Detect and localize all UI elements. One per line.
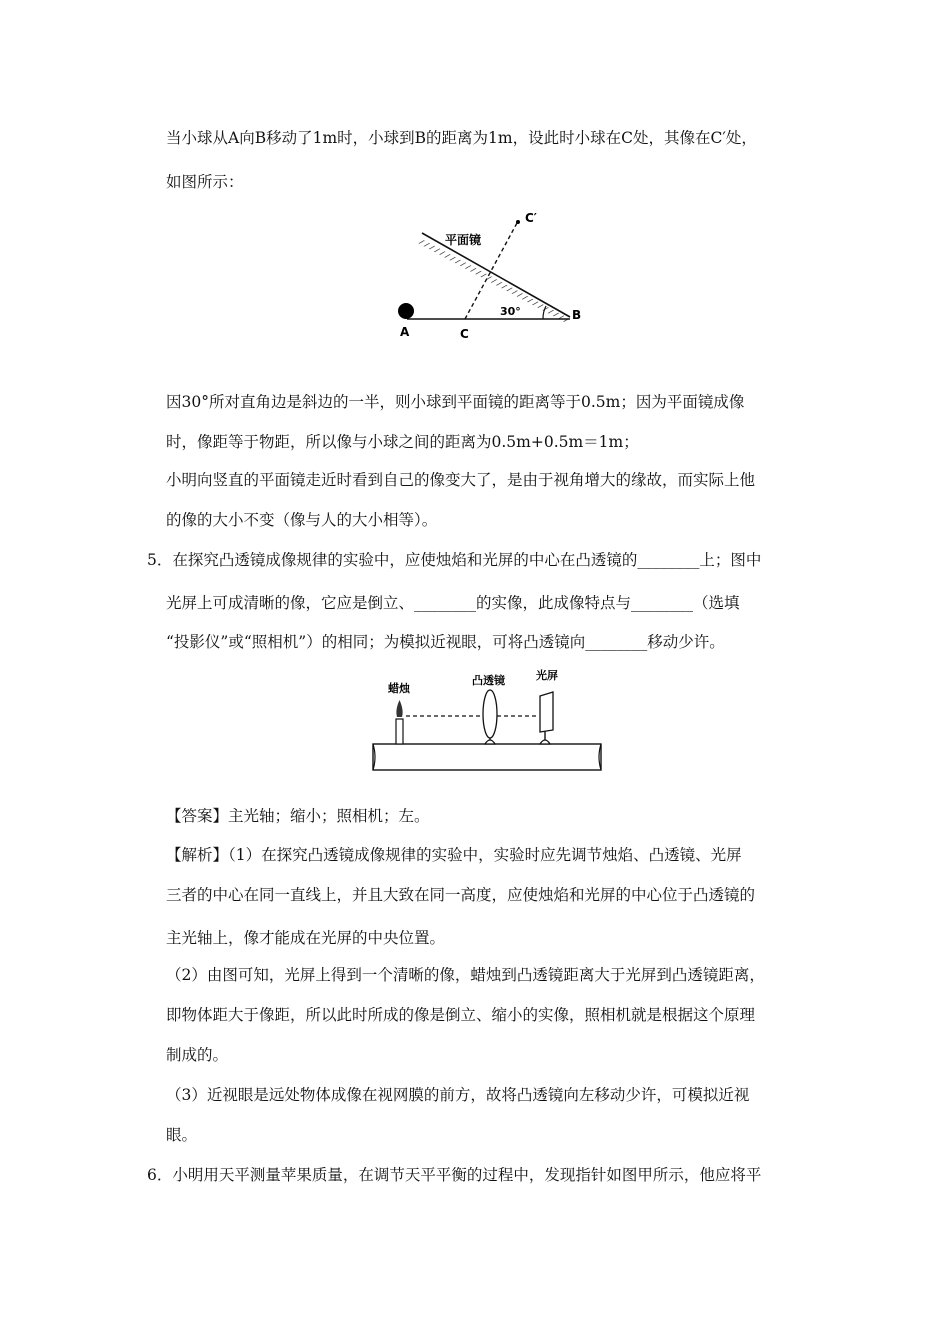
label-c: C [460,327,469,341]
label-a: A [400,325,410,339]
label-c-prime: C′ [525,211,537,225]
mirror-figure [385,205,595,345]
ball [398,303,414,319]
paragraph-line: 小明向竖直的平面镜走近时看到自己的像变大了，是由于视角增大的缘故，而实际上他 [166,471,756,489]
convex-lens [483,690,497,738]
analysis-line: 【解析】（1）在探究凸透镜成像规律的实验中，实验时应先调节烛焰、凸透镜、光屏 [166,846,742,864]
analysis-line: 眼。 [166,1126,198,1144]
analysis-line: （3）近视眼是远处物体成像在视网膜的前方，故将凸透镜向左移动少许，可模拟近视 [166,1086,750,1104]
candle [396,719,403,744]
paragraph-line: 如图所示： [166,173,244,191]
question-5-line: 光屏上可成清晰的像，它应是倒立、________的实像，此成像特点与________（选填 [166,594,740,612]
bench [373,744,601,770]
analysis-line: 三者的中心在同一直线上，并且大致在同一高度，应使烛焰和光屏的中心位于凸透镜的 [166,886,756,904]
answer-line: 【答案】主光轴；缩小；照相机；左。 [166,807,430,825]
paragraph-line: 因30°所对直角边是斜边的一半，则小球到平面镜的距离等于0.5m；因为平面镜成像 [166,393,745,411]
candle-label: 蜡烛 [388,682,410,695]
paragraph-line: 当小球从A向B移动了1m时，小球到B的距离为1m，设此时小球在C处，其像在C′处， [166,129,757,147]
label-b: B [572,308,582,322]
mirror-label: 平面镜 [445,233,482,247]
screen-label: 光屏 [536,669,558,682]
paragraph-line: 时，像距等于物距，所以像与小球之间的距离为0.5m+0.5m＝1m； [166,433,639,451]
question-5-line: “投影仪”或“照相机”）的相同；为模拟近视眼，可将凸透镜向________移动少许。 [166,633,725,651]
paragraph-line: 的像的大小不变（像与人的大小相等）。 [166,511,438,529]
analysis-line: 制成的。 [166,1046,229,1064]
point-c-prime [516,220,520,224]
analysis-line: （2）由图可知，光屏上得到一个清晰的像，蜡烛到凸透镜距离大于光屏到凸透镜距离， [166,966,765,984]
mirror-hatching [416,238,570,323]
angle-label: 30° [500,305,521,318]
question-6-line: 6．小明用天平测量苹果质量，在调节天平平衡的过程中，发现指针如图甲所示，他应将平 [147,1166,762,1184]
analysis-line: 即物体距大于像距，所以此时所成的像是倒立、缩小的实像，照相机就是根据这个原理 [166,1006,756,1024]
optical-bench-figure [368,664,608,776]
analysis-line: 主光轴上，像才能成在光屏的中央位置。 [166,929,446,947]
question-5-line: 5．在探究凸透镜成像规律的实验中，应使烛焰和光屏的中心在凸透镜的________上；图中 [147,551,762,569]
candle-flame [396,700,402,717]
light-screen [540,692,553,732]
lens-label: 凸透镜 [472,674,505,687]
